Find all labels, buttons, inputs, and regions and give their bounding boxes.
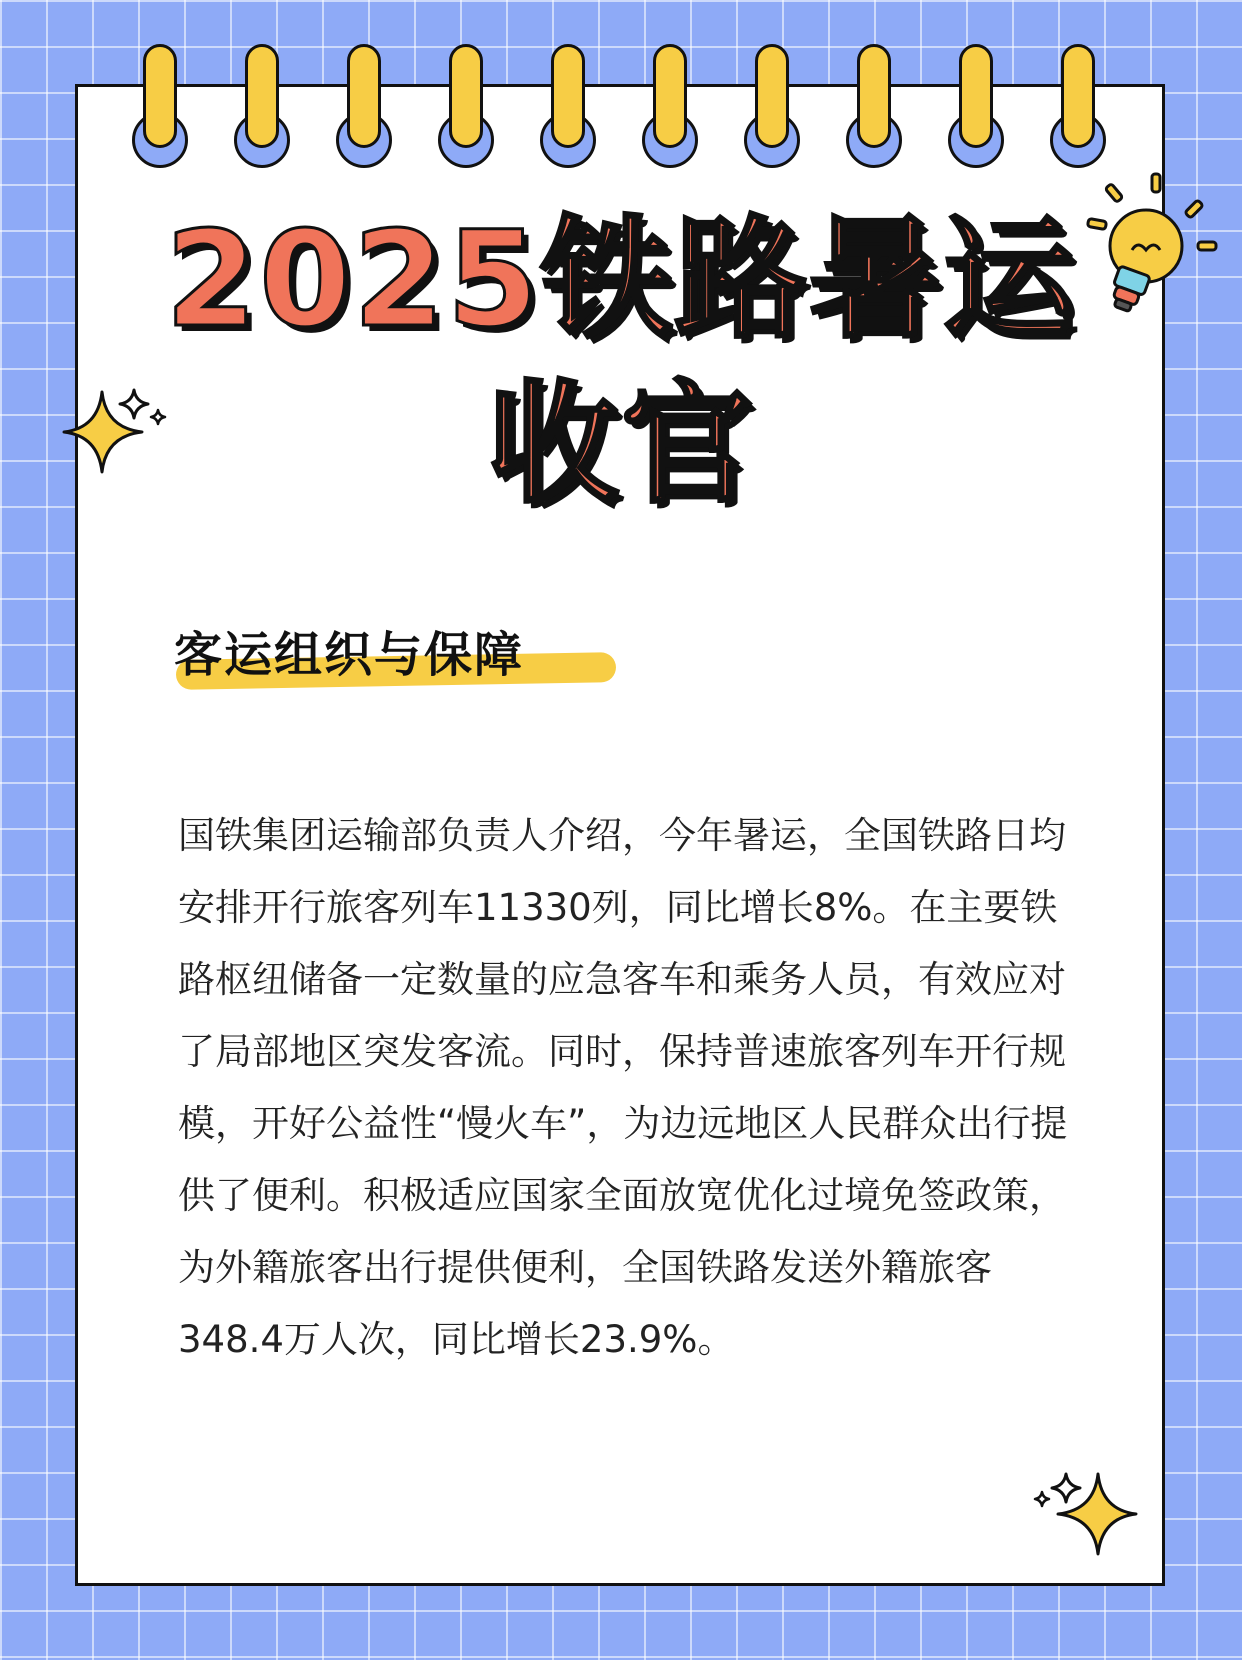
page-title: 2025铁路暑运 [165, 203, 1077, 357]
page-title-line2: 收官 [487, 368, 755, 522]
notebook-coil-icon [1061, 44, 1095, 148]
notebook-coil-icon [245, 44, 279, 148]
notebook-coil-icon [551, 44, 585, 148]
notebook-coil-icon [857, 44, 891, 148]
notebook-coil-icon [959, 44, 993, 148]
notebook-coil-icon [449, 44, 483, 148]
notebook-coil-icon [143, 44, 177, 148]
notebook-coil-icon [347, 44, 381, 148]
section-heading: 客运组织与保障 [174, 627, 525, 683]
notebook-coil-icon [653, 44, 687, 148]
body-paragraph: 国铁集团运输部负责人介绍，今年暑运，全国铁路日均安排开行旅客列车11330列，同比增长8%。在主要铁路枢纽储备一定数量的应急客车和乘务人员，有效应对了局部地区突发客流。同时，保持普速旅客列车开行规模，开好公益性“慢火车”，为边远地区人民群众出行提供了便利。积极适应国家全面放宽优化过境免签政策，为外籍旅客出行提供便利，全国铁路发送外籍旅客348.4万人次，同比增长23.9%。 [178, 814, 1068, 1361]
notebook-coil-icon [755, 44, 789, 148]
section-heading-block [174, 616, 524, 685]
sparkle-icon [1030, 1470, 1140, 1560]
